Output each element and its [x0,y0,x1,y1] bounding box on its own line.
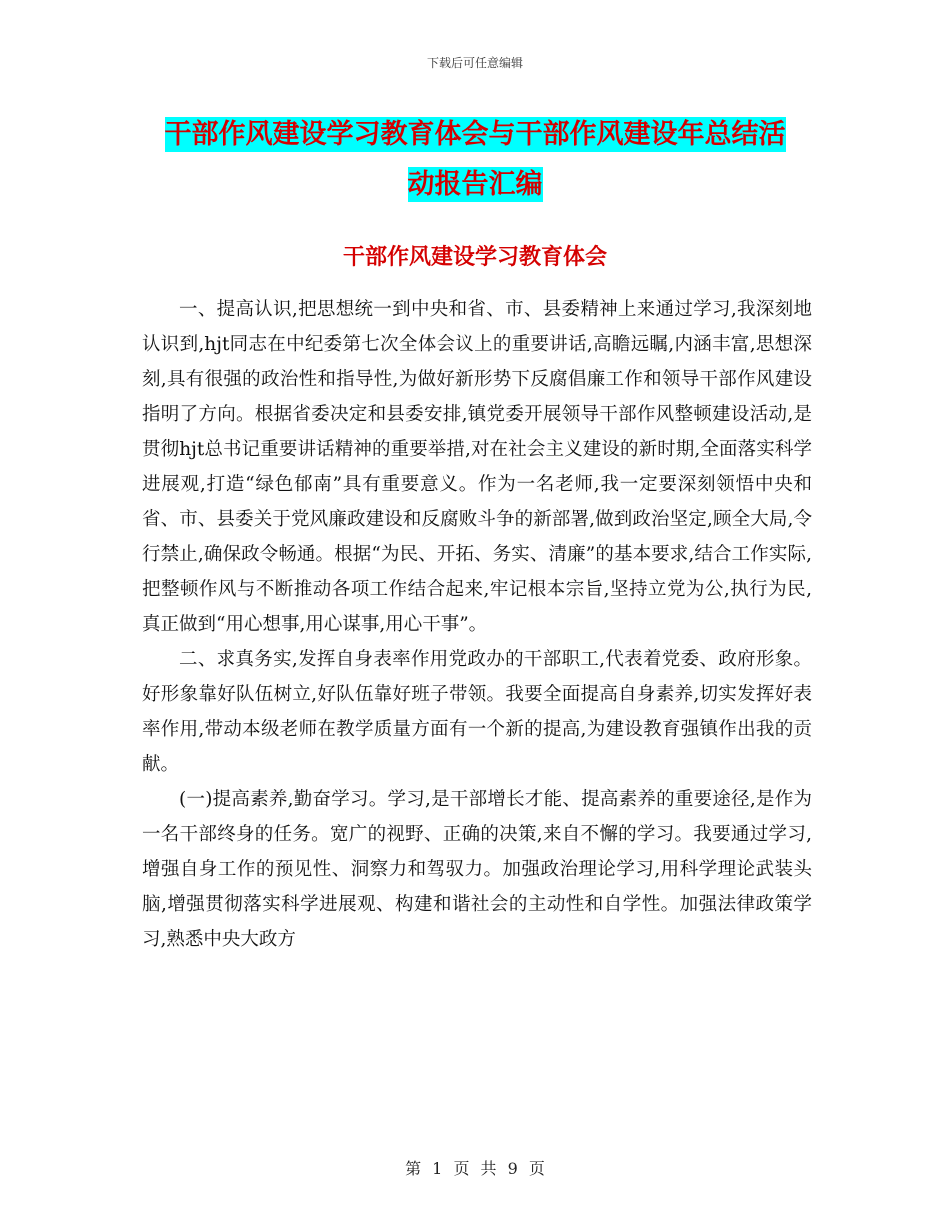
document-title-line-2: 动报告汇编 [407,169,543,200]
document-title [140,110,810,210]
header-note: 下载后可任意编辑 [426,56,523,70]
paragraph: 二、求真务实,发挥自身表率作用党政办的干部职工,代表着党委、政府形象。好形象靠好队伍树立,好队伍靠好班子带领。我要全面提高自身素养,切实发挥好表率作用,带动本级老师在教学质量方面有一个新的提高,为建设教育强镇作出我的贡献。 [142,649,812,775]
page-indicator: 第 1 页 共 9 页 [405,1159,545,1178]
document-body [142,292,812,957]
paragraph: (一)提高素养,勤奋学习。学习,是干部增长才能、提高素养的重要途径,是作为一名干部终身的任务。宽广的视野、正确的决策,来自不懈的学习。我要通过学习,增强自身工作的预见性、洞察力和驾驭力。加强政治理论学习,用科学理论武装头脑,增强贯彻落实科学进展观、构建和谐社会的主动性和自学性。加强法律政策学习,熟悉中央大政方 [142,789,812,950]
document-title-line-1: 干部作风建设学习教育体会与干部作风建设年总结活 [164,119,786,150]
paragraph: 一、提高认识,把思想统一到中央和省、市、县委精神上来通过学习,我深刻地认识到,hjt同志在中纪委第七次全体会议上的重要讲话,高瞻远瞩,内涵丰富,思想深刻,具有很强的政治性和指导性,为做好新形势下反腐倡廉工作和领导干部作风建设指明了方向。根据省委决定和县委安排,镇党委开展领导干部作风整顿建设活动,是贯彻hjt总书记重要讲话精神的重要举措,对在社会主义建设的新时期,全面落实科学进展观,打造“绿色郁南”具有重要意义。作为一名老师,我一定要深刻领悟中央和省、市、县委关于党风廉政建设和反腐败斗争的新部署,做到政治坚定,顾全大局,令行禁止,确保政令畅通。根据“为民、开拓、务实、清廉”的基本要求,结合工作实际,把整顿作风与不断推动各项工作结合起来,牢记根本宗旨,坚持立党为公,执行为民,真正做到“用心想事,用心谋事,用心干事”。 [142,299,812,635]
section-title: 干部作风建设学习教育体会 [342,245,607,270]
